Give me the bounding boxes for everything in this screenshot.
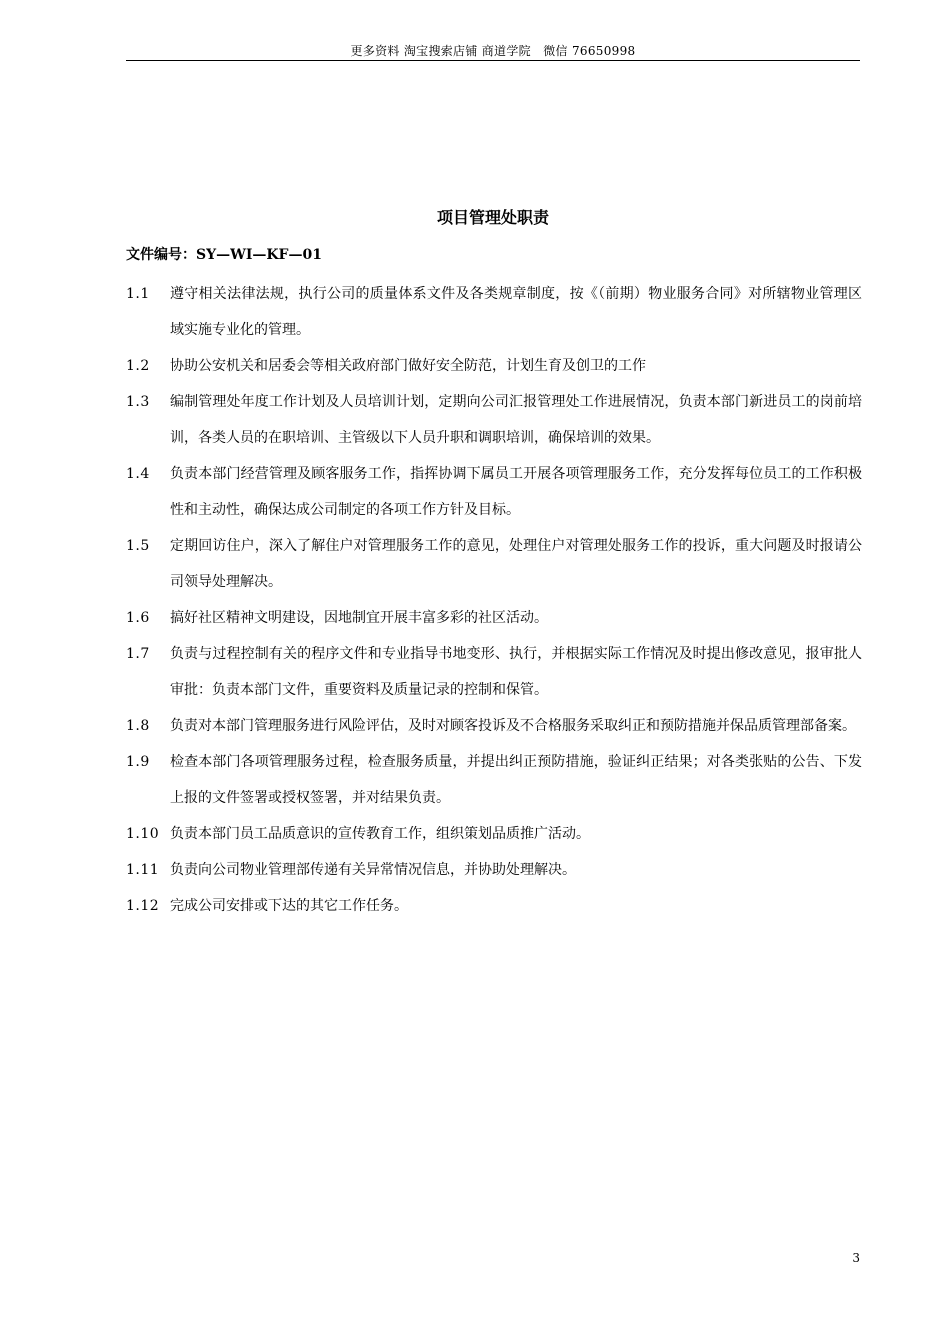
document-title: 项目管理处职责 bbox=[436, 208, 549, 227]
duty-item-1-3 bbox=[126, 384, 862, 456]
item-number: 1.12 bbox=[126, 898, 160, 914]
item-text: 搞好社区精神文明建设，因地制宜开展丰富多彩的社区活动。 bbox=[170, 610, 548, 626]
item-number: 1.11 bbox=[126, 862, 160, 878]
document-code: 文件编号：SY—WI—KF—01 bbox=[126, 247, 322, 263]
duty-item-1-11 bbox=[126, 852, 862, 888]
duty-item-1-2 bbox=[126, 348, 862, 384]
duty-item-1-9 bbox=[126, 744, 862, 816]
duty-item-1-8 bbox=[126, 708, 862, 744]
duty-item-1-12 bbox=[126, 888, 862, 924]
item-text: 检查本部门各项管理服务过程，检查服务质量，并提出纠正预防措施，验证纠正结果；对各类张贴的公告、下发上报的文件签署或授权签署，并对结果负责。 bbox=[170, 754, 862, 806]
duty-item-1-1 bbox=[126, 276, 862, 348]
item-text: 遵守相关法律法规，执行公司的质量体系文件及各类规章制度，按《（前期）物业服务合同》对所辖物业管理区域实施专业化的管理。 bbox=[170, 286, 862, 338]
duty-item-1-7 bbox=[126, 636, 862, 708]
item-text: 完成公司安排或下达的其它工作任务。 bbox=[170, 898, 408, 914]
item-number: 1.6 bbox=[126, 610, 150, 626]
item-number: 1.7 bbox=[126, 646, 150, 662]
item-number: 1.4 bbox=[126, 466, 150, 482]
item-text: 编制管理处年度工作计划及人员培训计划，定期向公司汇报管理处工作进展情况，负责本部门新进员工的岗前培训，各类人员的在职培训、主管级以下人员升职和调职培训，确保培训的效果。 bbox=[170, 394, 862, 446]
duty-item-1-10 bbox=[126, 816, 862, 852]
duty-item-1-5 bbox=[126, 528, 862, 600]
item-number: 1.5 bbox=[126, 538, 150, 554]
item-text: 负责本部门经营管理及顾客服务工作，指挥协调下属员工开展各项管理服务工作，充分发挥每位员工的工作积极性和主动性，确保达成公司制定的各项工作方针及目标。 bbox=[170, 466, 862, 518]
item-text: 负责向公司物业管理部传递有关异常情况信息，并协助处理解决。 bbox=[170, 862, 576, 878]
duty-item-1-4 bbox=[126, 456, 862, 528]
item-text: 定期回访住户，深入了解住户对管理服务工作的意见，处理住户对管理处服务工作的投诉，重大问题及时报请公司领导处理解决。 bbox=[170, 538, 862, 590]
duty-list bbox=[126, 276, 862, 924]
page-number: 3 bbox=[852, 1251, 860, 1265]
item-text: 负责与过程控制有关的程序文件和专业指导书地变形、执行，并根据实际工作情况及时提出修改意见，报审批人审批：负责本部门文件，重要资料及质量记录的控制和保管。 bbox=[170, 646, 862, 698]
page-header bbox=[126, 44, 860, 61]
header-text: 更多资料 淘宝搜索店铺 商道学院 微信 76650998 bbox=[350, 44, 636, 58]
item-text: 负责对本部门管理服务进行风险评估，及时对顾客投诉及不合格服务采取纠正和预防措施并保品质管理部备案。 bbox=[170, 718, 856, 734]
item-number: 1.3 bbox=[126, 394, 150, 410]
item-number: 1.2 bbox=[126, 358, 150, 374]
item-number: 1.9 bbox=[126, 754, 150, 770]
item-number: 1.8 bbox=[126, 718, 150, 734]
item-text: 协助公安机关和居委会等相关政府部门做好安全防范，计划生育及创卫的工作 bbox=[170, 358, 646, 374]
duty-item-1-6 bbox=[126, 600, 862, 636]
item-number: 1.10 bbox=[126, 826, 160, 842]
item-text: 负责本部门员工品质意识的宣传教育工作，组织策划品质推广活动。 bbox=[170, 826, 590, 842]
item-number: 1.1 bbox=[126, 286, 150, 302]
